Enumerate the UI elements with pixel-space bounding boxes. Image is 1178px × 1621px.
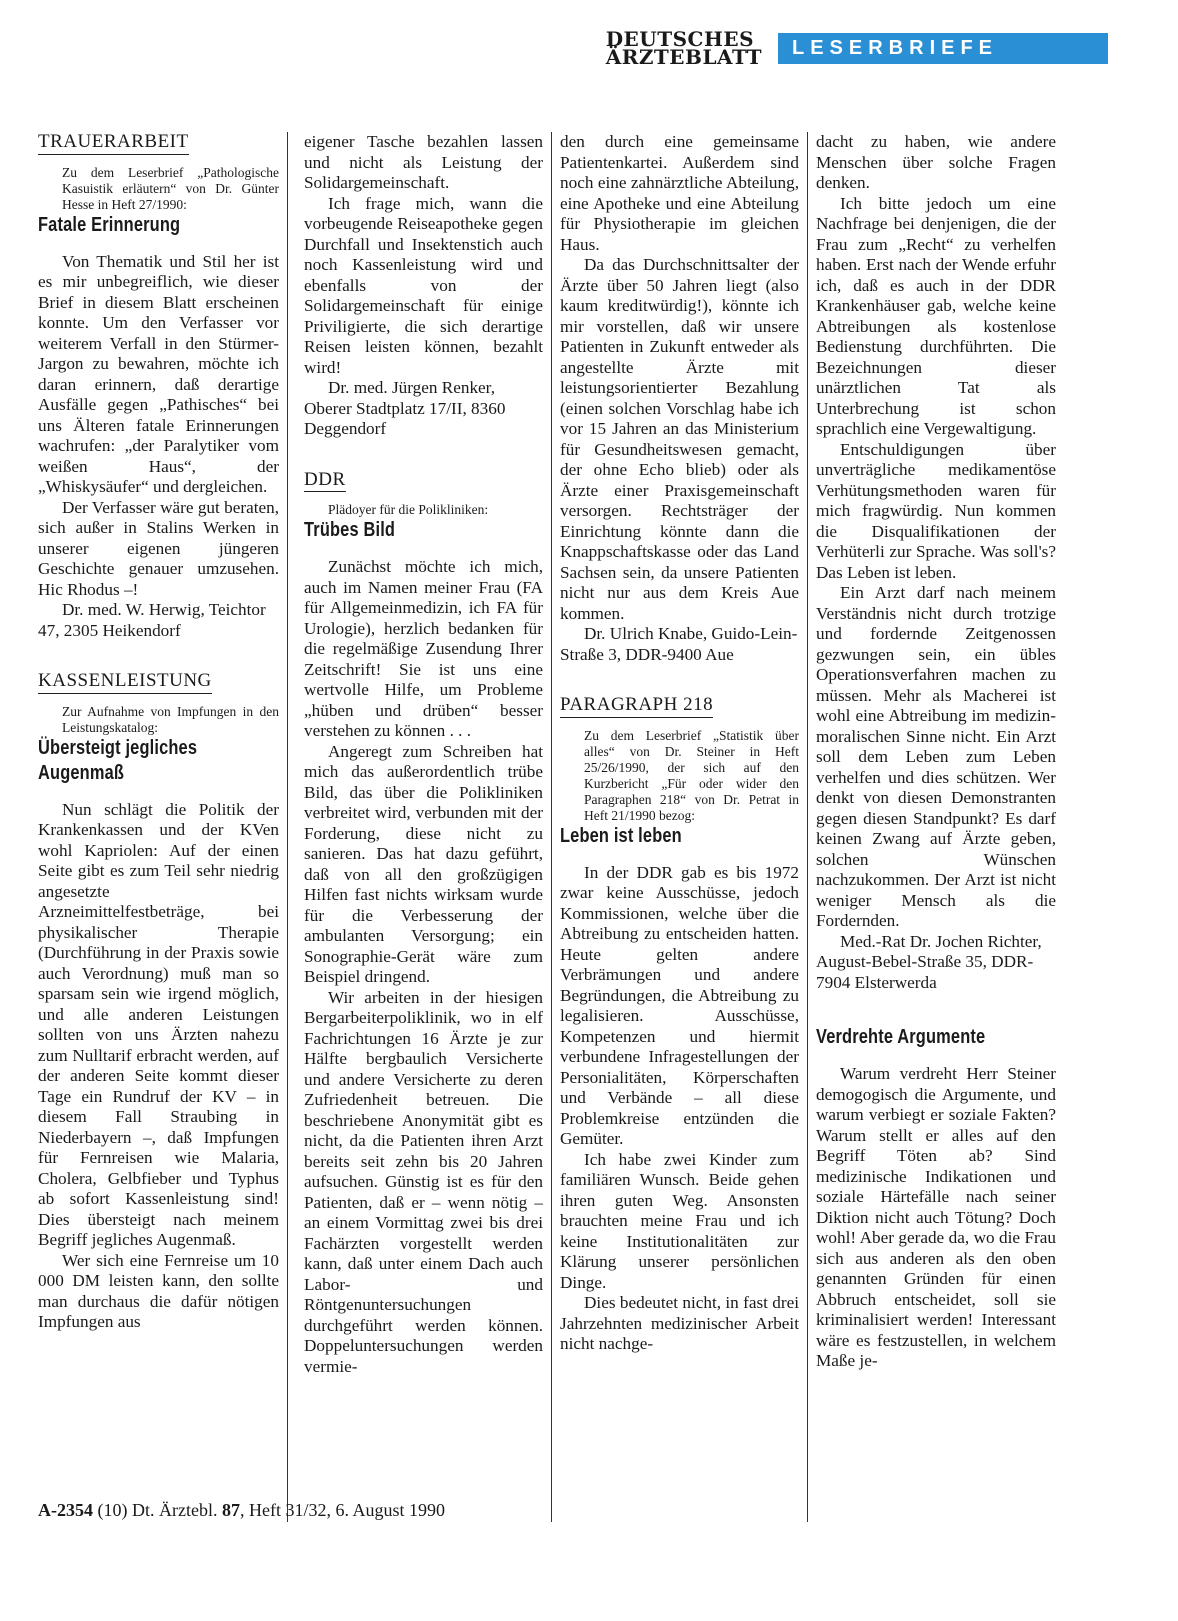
rubric-kassenleistung: KASSENLEISTUNG (38, 671, 212, 694)
page-number: A-2354 (38, 1500, 93, 1520)
author-signature: Dr. med. W. Herwig, Teichtor 47, 2305 Heikendorf (38, 600, 266, 640)
paragraph: Nun schlägt die Politik der Krankenkassen und der KVen wohl Kapriolen: Auf der einen Seite gibt es zum Teil sehr niedrig angesetzte Arzneimittelfestbeträge, bei physikalischer Therapie (Durchführung in der Praxis sowie auch Verordnung) muß man so sparsam sein wie irgend möglich, und alle anderen Leistungen sollten von uns Ärzten nahezu zum Nulltarif erbracht werden, auf der anderen Seite kommt dieser Tage ein Rundruf der KV – in diesem Fall Straubing in Niederbayern –, daß Impfungen für Fernreisen wie Malaria, Cholera, Gelbfieber und Typhus ab sofort Kassenleistung sind! Dies übersteigt nach meinem Begriff jegliches Augenmaß. (38, 799, 279, 1249)
column-2 (296, 132, 552, 1522)
paragraph: Von Thematik und Stil her ist es mir unbegreiflich, wie dieser Brief in diesem Blatt erscheinen konnte. Um den Verfasser vor weiterem Verfall in den Stürmer-Jargon zu bewahren, möchte ich daran erinnern, daß derartige Ausfälle gegen „Pathisches“ bei uns Älteren fatale Erinnerungen wachrufen: „der Paralytiker vom weißen Haus“, der „Whiskysäufer“ und dergleichen. (38, 251, 279, 496)
intro-kassenleistung: Zur Aufnahme von Impfungen in den Leistungskatalog: (62, 703, 279, 735)
rubric-paragraph-218: PARAGRAPH 218 (560, 695, 713, 718)
headline-leben-ist-leben: Leben ist leben (560, 824, 682, 847)
paragraph: Warum verdreht Herr Steiner demogogisch die Argumente, und warum verbiegt er soziale Fakten? Warum stellt er alles auf den Begriff Töten ab? Sind medizinische Indikationen und soziale Härtefälle nach seiner Diktion nicht auch Tötung? Doch wohl! Aber gerade da, wo die Frau sich aus anderen als den oben genannten Gründen für einen Abbruch entscheidet, soll sie kriminalisiert werden! Interessant wäre es festzustellen, in welchem Maße je- (816, 1064, 1056, 1370)
paragraph: den durch eine gemeinsame Patientenkartei. Außerdem sind noch eine zahnärztliche Abteilung, eine Apotheke und eine Abteilung für Physiotherapie im gleichen Haus. (560, 132, 799, 254)
paragraph: Ein Arzt darf nach meinem Verständnis nicht durch trotzige und fordernde Zeitgenossen gezwungen sein, ein übles Operationsverfahren machen zu müssen. Mehr als Macherei ist wohl eine Abtreibung im medizin-moralischen Sinne nicht. Ein Arzt soll dem Leben zum Leben verhelfen und dies schützen. Wer denkt von diesen Demonstranten gegen diesen Standpunkt? Es darf keinen Zwang auf Ärzte geben, solchen Wünschen nachzukommen. Der Arzt ist nicht weniger Mensch als die Fordernden. (816, 583, 1056, 930)
paragraph: Dies bedeutet nicht, in fast drei Jahrzehnten medizinischer Arbeit nicht nachge- (560, 1293, 799, 1353)
page-footer (38, 1500, 445, 1521)
headline-augenmass: Übersteigt jegliches Augenmaß (38, 736, 198, 784)
paragraph: dacht zu haben, wie andere Menschen über solche Fragen denken. (816, 132, 1056, 192)
column-1 (38, 132, 288, 1522)
paragraph: Wer sich eine Fernreise um 10 000 DM leisten kann, den sollte man durchaus die dafür nötigen Impfungen aus (38, 1250, 279, 1331)
intro-trauerarbeit: Zu dem Leserbrief „Pathologische Kasuistik erläutern“ von Dr. Günter Hesse in Heft 27/1990: (62, 164, 279, 212)
paragraph: Angeregt zum Schreiben hat mich das außerordentlich trübe Bild, das über die Polikliniken verbreitet wird, verbunden mit der Forderung, diese nicht zu sanieren. Das hat dazu geführt, daß von all den großzügigen Hilfen fast nichts wirksam wurde für die Verbesserung der ambulanten Versorgung; ein Sonographie-Gerät wäre zum Beispiel dringend. (304, 741, 543, 986)
paragraph: Da das Durchschnittsalter der Ärzte über 50 Jahren liegt (also kaum kreditwürdig!), könnte ich mir vorstellen, daß wir unsere Patienten in Zukunft entweder als angestellte Ärzte mit leistungsorientierter Bezahlung (einen solchen Vorschlag habe ich vor 15 Jahren an das Ministerium für Gesundheitswesen gemacht, der ohne Echo blieb) oder als Ärzte einer Praxisgemeinschaft versorgen. Rechtsträger der Einrichtung könnte dann die Knappschaftskasse oder das Land Sachsen sein, da unsere Patienten nicht nur aus dem Kreis Aue kommen. (560, 255, 799, 623)
paragraph: Ich frage mich, wann die vorbeugende Reiseapotheke gegen Durchfall und Insektenstich auch noch Kassenleistung wird und ebenfalls von der Solidargemeinschaft für einige Priviligierte, die sich derartige Reisen leisten können, bezahlt wird! (304, 193, 543, 377)
rubric-ddr: DDR (304, 470, 346, 493)
issue-date: , Heft 31/32, 6. August 1990 (239, 1500, 445, 1520)
paragraph: Der Verfasser wäre gut beraten, sich außer in Stalins Werken in unserer eigenen jüngeren Geschichte genauer umzusehen. Hic Rhodus –! (38, 497, 279, 599)
column-4 (808, 132, 1064, 1522)
paragraph: Zunächst möchte ich mich, auch im Namen meiner Frau (FA für Allgemeinmedizin, ich FA für Urologie), herzlich bedanken für die regelmäßige Zusendung Ihrer Zeitschrift! Sie ist uns eine wertvolle Hilfe, um Probleme „hüben und drüben“ besser verstehen zu können . . . (304, 557, 543, 740)
headline-truebes-bild: Trübes Bild (304, 519, 396, 541)
paragraph: Wir arbeiten in der hiesigen Bergarbeiterpoliklinik, wo in elf Fachrichtungen 16 Ärzte je zur Hälfte bergbaulich Versicherte und andere Versicherte zu deren Zufriedenheit betreuen. Die beschriebene Anonymität gibt es nicht, da die Patienten ihren Arzt bereits seit zehn bis 20 Jahren aufsuchen. Günstig ist es für den Patienten, daß er – wenn nötig – an einem Vormittag zwei bis drei Fachärzten vorgestellt werden kann, daß unter einem Dach auch Labor- und Röntgenuntersuchungen durchgeführt werden können. Doppeluntersuchungen werden vermie- (304, 987, 543, 1376)
author-signature: Dr. Ulrich Knabe, Guido-Lein-Straße 3, DDR-9400 Aue (560, 624, 798, 664)
intro-ddr: Plädoyer für die Polikliniken: (328, 502, 489, 517)
article-columns (38, 132, 1140, 1522)
paragraph: Entschuldigungen über unverträgliche medikamentöse Verhütungsmethoden waren für mich fragwürdig. Nun kommen die Disqualifikationen der Verhüterli zur Sprache. Was soll's? Das Leben ist leben. (816, 439, 1056, 582)
headline-fatale-erinnerung: Fatale Erinnerung (38, 213, 181, 236)
rubric-trauerarbeit: TRAUERARBEIT (38, 132, 189, 155)
column-3 (552, 132, 808, 1522)
headline-verdrehte-argumente: Verdrehte Argumente (816, 1026, 986, 1048)
volume-number: 87 (221, 1500, 240, 1520)
author-signature: Dr. med. Jürgen Renker, Oberer Stadtplatz 17/II, 8360 Deggendorf (304, 378, 506, 438)
paragraph: Ich habe zwei Kinder zum familiären Wunsch. Beide gehen ihren guten Weg. Ansonsten brauchten meine Frau und ich keine Institutionalitäten zur Klärung unserer persönlichen Dinge. (560, 1149, 799, 1292)
masthead (605, 27, 1108, 69)
logo-line-1: DEUTSCHES (605, 27, 755, 51)
journal-citation: (10) Dt. Ärztebl. (97, 1500, 218, 1520)
section-banner: LESERBRIEFE (778, 33, 1108, 64)
logo-line-2: ÄRZTEBLATT (605, 45, 762, 69)
paragraph: Ich bitte jedoch um eine Nachfrage bei denjenigen, die der Frau zum „Recht“ zu verhelfen haben. Erst nach der Wende erfuhr ich, daß es auch in der DDR Krankenhäuser gab, welche keine Abtreibungen als kostenlose Bedienstung durchführten. Die Bezeichnungen dieser unärztlichen Tat als Unterbrechung ist schon sprachlich eine Vergewaltigung. (816, 193, 1056, 438)
journal-logo (605, 27, 762, 69)
paragraph: eigener Tasche bezahlen lassen und nicht als Leistung der Solidargemeinschaft. (304, 132, 543, 192)
author-signature: Med.-Rat Dr. Jochen Richter, August-Bebel-Straße 35, DDR-7904 Elsterwerda (816, 931, 1042, 992)
paragraph: In der DDR gab es bis 1972 zwar keine Ausschüsse, jedoch Kommissionen, welche über die Abtreibung zu entscheiden hatten. Heute gelten andere Verbrämungen und andere Begründungen, die Abtreibung zu legalisieren. Ausschüsse, Kompetenzen und hiermit verbundene Infragestellungen der Personialitäten, Körperschaften und Verbände – all diese Problemkreise entzünden die Gemüter. (560, 862, 799, 1148)
intro-paragraph-218: Zu dem Leserbrief „Statistik über alles“ von Dr. Steiner in Heft 25/26/1990, der sich auf den Kurzbericht „Für oder wider den Paragraphen 218“ von Dr. Petrat in Heft 21/1990 bezog: (584, 727, 799, 823)
